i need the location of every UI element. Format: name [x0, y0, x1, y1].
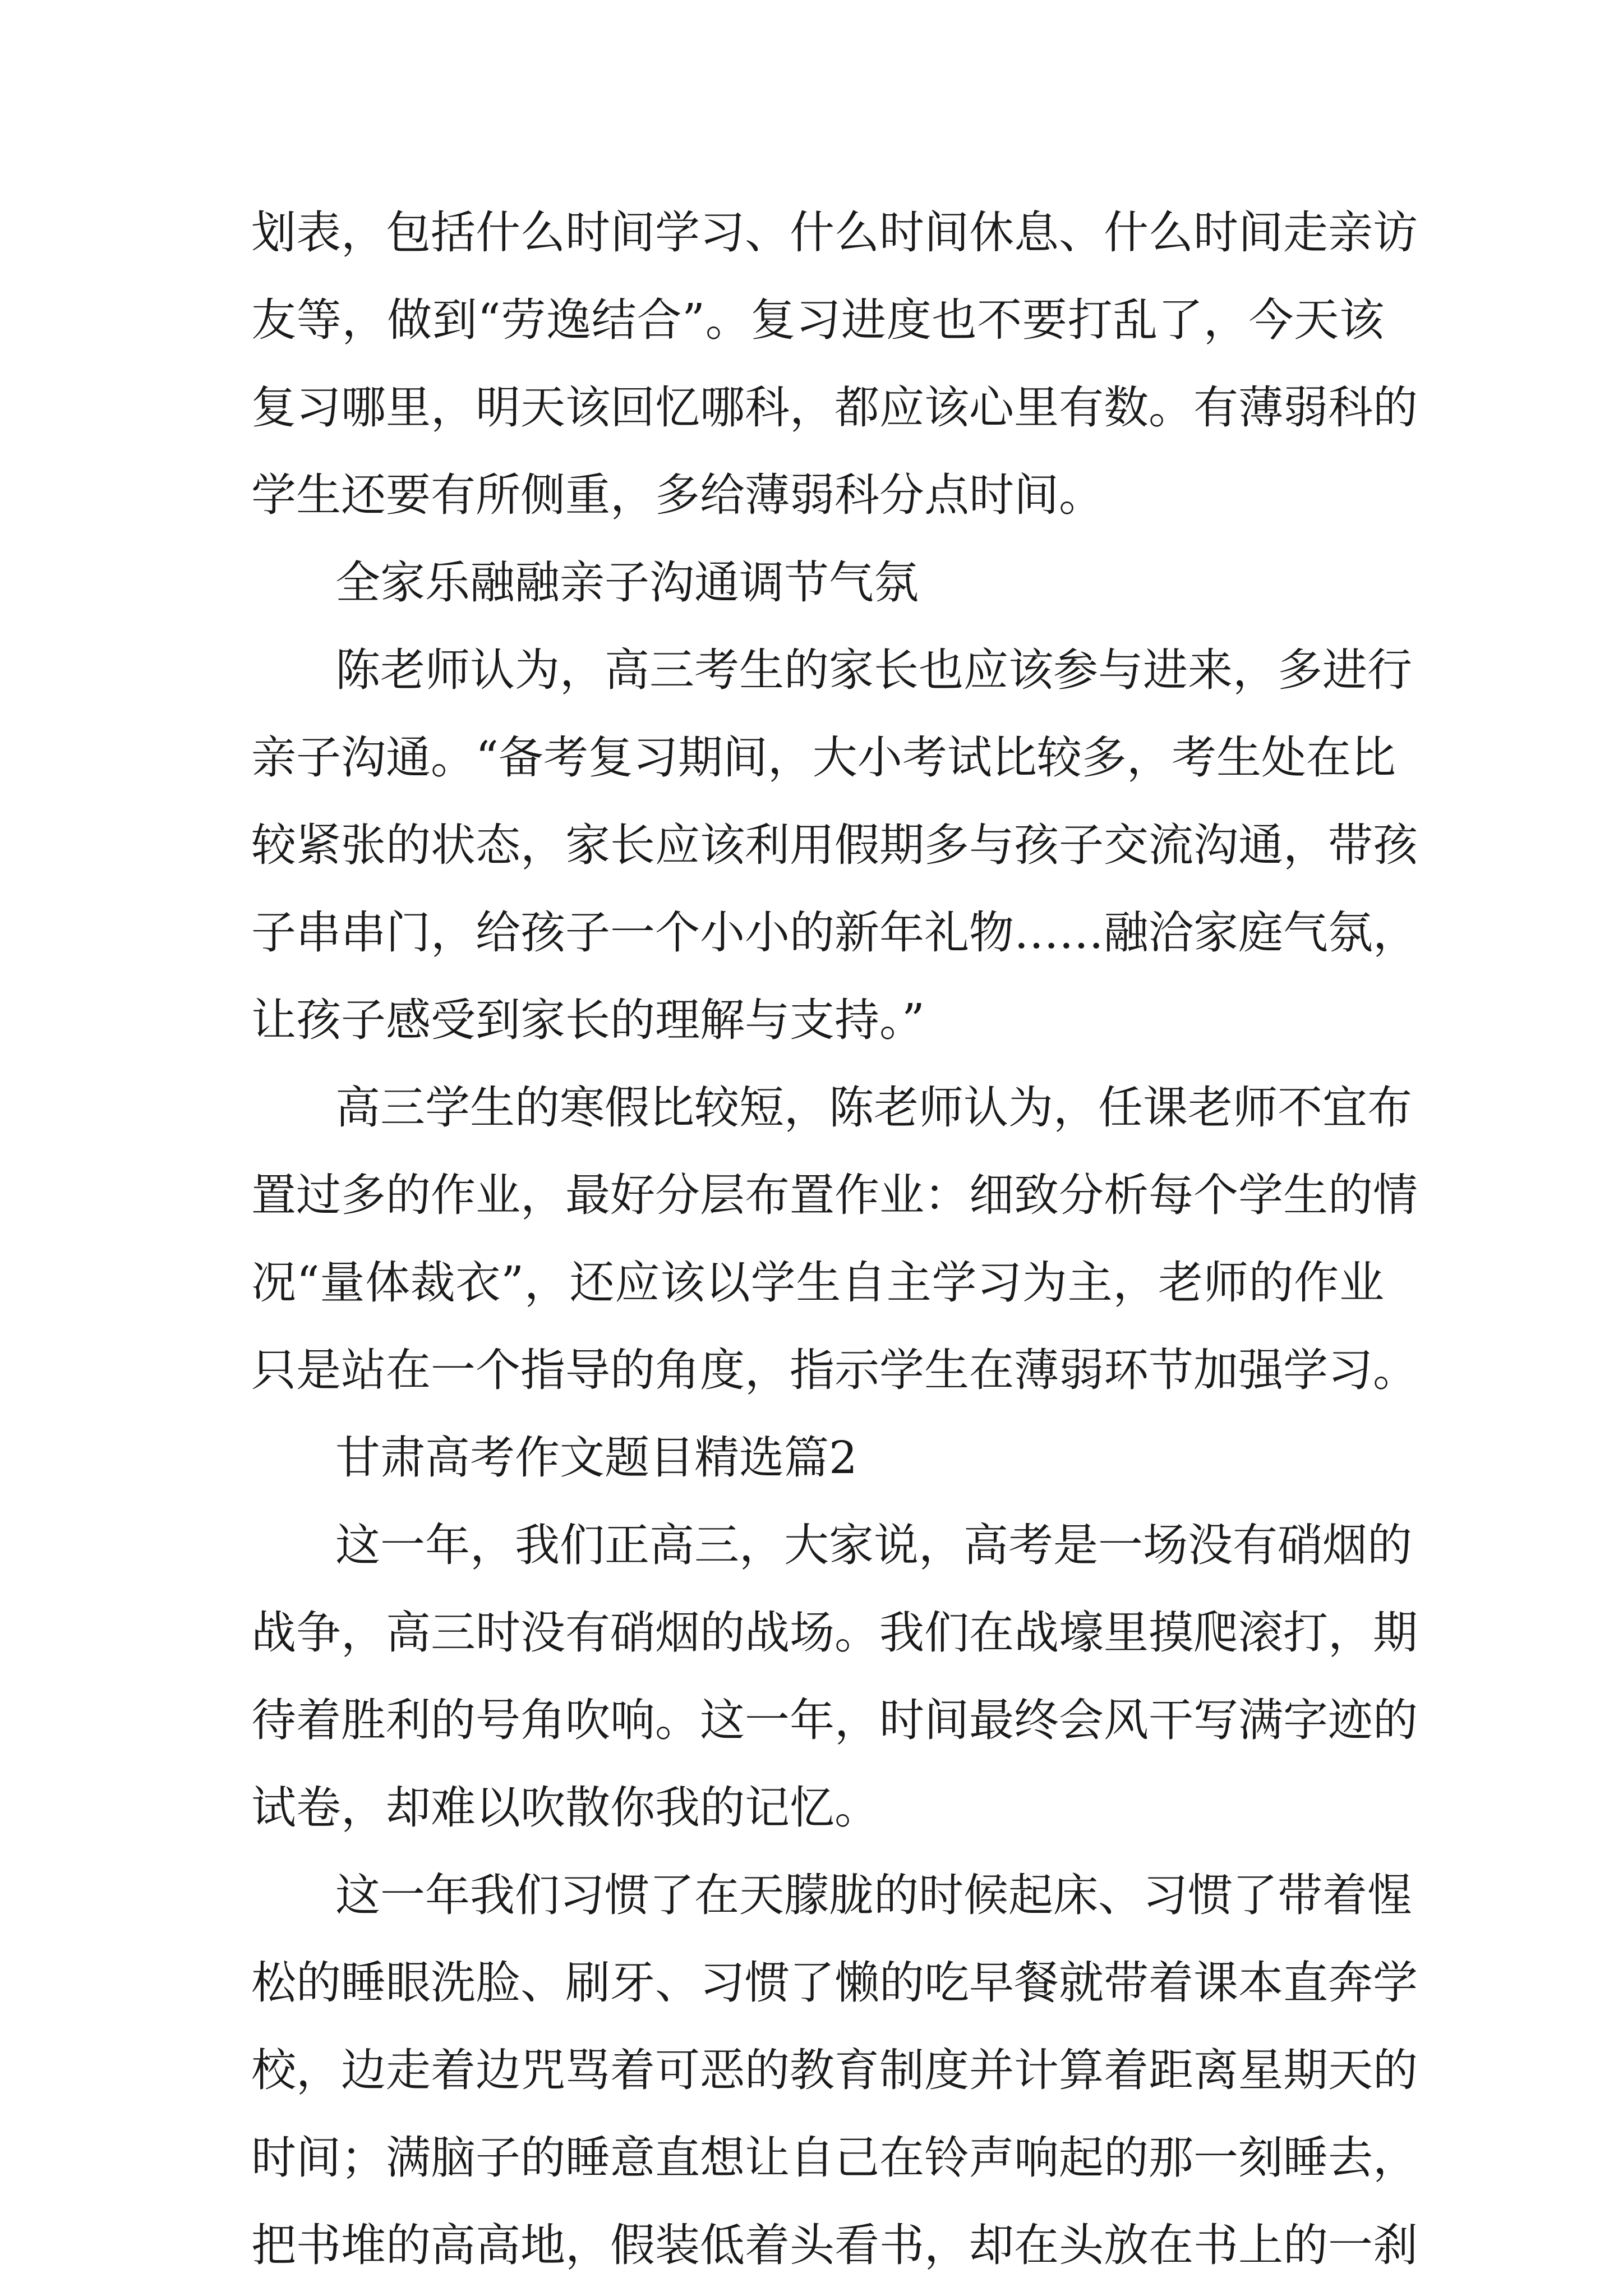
- text-line-1: 划表，包括什么时间学习、什么时间休息、什么时间走亲访: [251, 206, 1418, 259]
- text-line-20: 这一年我们习惯了在天朦胧的时候起床、习惯了带着惺: [335, 1869, 1412, 1921]
- text-line-12: 置过多的作业，最好分层布置作业：细致分析每个学生的情: [251, 1169, 1418, 1221]
- text-line-11: 高三学生的寒假比较短，陈老师认为，任课老师不宜布: [335, 1082, 1412, 1134]
- text-line-3: 复习哪里，明天该回忆哪科，都应该心里有数。有薄弱科的: [251, 381, 1418, 434]
- text-line-16: 这一年，我们正高三，大家说，高考是一场没有硝烟的: [335, 1519, 1412, 1571]
- text-line-13: 况“量体裁衣”，还应该以学生自主学习为主，老师的作业: [251, 1257, 1384, 1309]
- text-line-23: 时间；满脑子的睡意直想让自己在铃声响起的那一刻睡去，: [251, 2132, 1418, 2184]
- text-line-4: 学生还要有所侧重，多给薄弱科分点时间。: [251, 469, 1104, 521]
- section-heading-family: 全家乐融融亲子沟通调节气氛: [335, 556, 919, 609]
- text-line-24: 把书堆的高高地，假装低着头看书，却在头放在书上的一刹: [251, 2219, 1418, 2271]
- text-line-9: 子串串门，给孩子一个小小的新年礼物……融洽家庭气氛，: [251, 907, 1418, 959]
- text-line-10: 让孩子感受到家长的理解与支持。”: [251, 994, 925, 1046]
- text-line-22: 校，边走着边咒骂着可恶的教育制度并计算着距离星期天的: [251, 2044, 1418, 2096]
- text-line-6: 陈老师认为，高三考生的家长也应该参与进来，多进行: [335, 644, 1412, 696]
- text-line-21: 松的睡眼洗脸、刷牙、习惯了懒的吃早餐就带着课本直奔学: [251, 1957, 1418, 2009]
- text-line-17: 战争，高三时没有硝烟的战场。我们在战壕里摸爬滚打，期: [251, 1607, 1418, 1659]
- text-line-2: 友等，做到“劳逸结合”。复习进度也不要打乱了，今天该: [251, 294, 1384, 346]
- section-heading-essay-2: 甘肃高考作文题目精选篇2: [335, 1432, 857, 1484]
- text-line-19: 试卷，却难以吹散你我的记忆。: [251, 1782, 879, 1834]
- text-line-8: 较紧张的状态，家长应该利用假期多与孩子交流沟通，带孩: [251, 819, 1418, 871]
- text-line-7: 亲子沟通。“备考复习期间，大小考试比较多，考生处在比: [251, 731, 1396, 784]
- text-line-14: 只是站在一个指导的角度，指示学生在薄弱环节加强学习。: [251, 1344, 1418, 1396]
- text-line-18: 待着胜利的号角吹响。这一年，时间最终会风干写满字迹的: [251, 1694, 1418, 1746]
